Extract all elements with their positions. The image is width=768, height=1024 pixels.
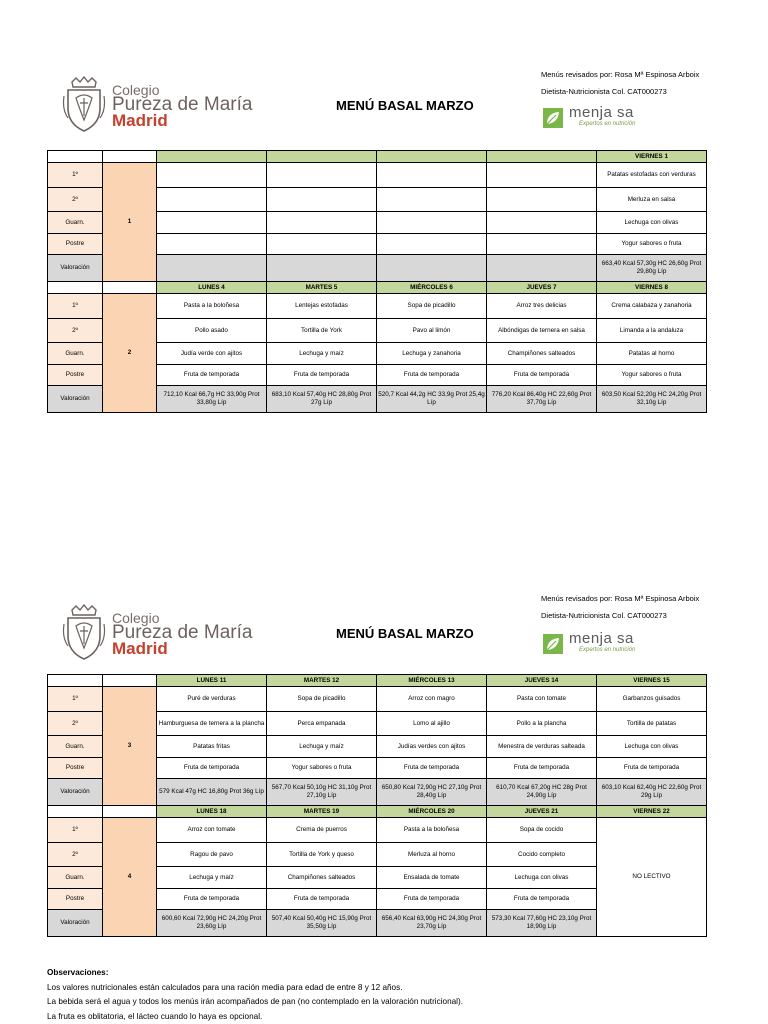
dish-cell: [267, 234, 377, 255]
valuation-cell: [377, 255, 487, 282]
valuation-label: Valoración: [48, 779, 103, 806]
school-name-line2: Pureza de María: [112, 94, 253, 115]
dish-cell: [157, 758, 267, 779]
valuation-cell: 663,40 Kcal 57,30g HC 26,60g Prot 29,80g Líp: [597, 255, 707, 282]
dish-cell: [157, 712, 267, 736]
dish-cell: [597, 294, 707, 319]
dish-cell: [157, 163, 267, 188]
day-header: LUNES 4: [157, 282, 267, 294]
dish-name: Pavo al limón: [412, 326, 451, 334]
dish-name: Judía verde con ajitos: [180, 349, 243, 357]
first-course-label: 1º: [48, 163, 103, 188]
dish-name: Tortilla de York: [301, 326, 342, 334]
valuation-cell: 579 Kcal 47g HC 16,80g Prot 36g Líp: [157, 779, 267, 806]
valuation-label: Valoración: [48, 386, 103, 413]
day-header: JUEVES 7: [487, 282, 597, 294]
dish-name: Lechuga y maíz: [299, 742, 344, 750]
corner-cell: [48, 806, 103, 818]
company-logo: [541, 106, 661, 132]
dish-cell: [377, 294, 487, 319]
dish-cell: [487, 188, 597, 212]
dish-name: Cocido completo: [518, 850, 565, 858]
valuation-cell: [267, 255, 377, 282]
dish-cell: [377, 365, 487, 386]
dish-name: Yogur sabores o fruta: [291, 764, 352, 771]
valuation-cell: 683,10 Kcal 57,40g HC 28,80g Prot 27g Líp: [267, 386, 377, 413]
dietitian-id: Dietista-Nutricionista Col. CAT000273: [541, 611, 667, 620]
company-name: menja sa: [569, 630, 634, 647]
dish-cell: [267, 687, 377, 712]
valuation-cell: 776,20 Kcal 86,40g HC 22,60g Prot 37,70g Líp: [487, 386, 597, 413]
week-number: 1: [103, 163, 157, 282]
dish-name: Tortilla de patatas: [626, 719, 677, 727]
dish-cell: [377, 867, 487, 889]
dish-name: Pasta con tomate: [516, 695, 566, 702]
dish-cell: [377, 319, 487, 343]
school-name-line3: Madrid: [112, 639, 168, 658]
garnish-label: Guarn.: [48, 343, 103, 365]
day-header: LUNES 11: [157, 675, 267, 687]
company-tagline: Expertos en nutrición: [579, 121, 636, 127]
valuation-cell: 656,40 Kcal 63,90g HC 24,30g Prot 23,70g Líp: [377, 910, 487, 937]
dish-cell: [487, 294, 597, 319]
dish-cell: [267, 365, 377, 386]
day-header: MARTES 19: [267, 806, 377, 818]
valuation-label: Valoración: [48, 255, 103, 282]
dish-name: Fruta de temporada: [293, 895, 350, 902]
dish-cell: [487, 758, 597, 779]
day-header: [267, 151, 377, 163]
dish-name: Fruta de temporada: [293, 371, 350, 378]
dish-cell: [597, 343, 707, 365]
dessert-label: Postre: [48, 365, 103, 386]
dish-name: Pasta a la boloñesa: [403, 826, 460, 833]
review-info: [541, 590, 699, 624]
dish-cell: [597, 712, 707, 736]
dish-name: Ragou de pavo: [190, 850, 233, 858]
dish-cell: [157, 319, 267, 343]
dish-name: Lechuga y zanahoria: [402, 349, 461, 357]
dessert-label: Postre: [48, 889, 103, 910]
day-header: LUNES 18: [157, 806, 267, 818]
company-tagline: Expertos en nutrición: [579, 647, 636, 653]
dish-name: Albóndigas de ternera en salsa: [498, 326, 585, 334]
dish-cell: [267, 319, 377, 343]
dessert-label: Postre: [48, 234, 103, 255]
dish-cell: [157, 343, 267, 365]
dish-cell: [487, 687, 597, 712]
dietitian-id: Dietista-Nutricionista Col. CAT000273: [541, 87, 667, 96]
dish-cell: [377, 736, 487, 758]
day-header: MIÉRCOLES 6: [377, 282, 487, 294]
valuation-cell: 600,60 Kcal 72,90g HC 24,20g Prot 23,60g Líp: [157, 910, 267, 937]
corner-cell: [48, 151, 103, 163]
crest-icon: [62, 604, 106, 660]
dish-name: Merluza en salsa: [627, 195, 676, 203]
dish-cell: [267, 758, 377, 779]
first-course-label: 1º: [48, 687, 103, 712]
day-header: VIERNES 1: [597, 151, 707, 163]
corner-cell: [103, 282, 157, 294]
dish-cell: [597, 758, 707, 779]
dish-name: Fruta de temporada: [403, 895, 460, 902]
valuation-cell: 573,30 Kcal 77,60g HC 23,10g Prot 18,90g Líp: [487, 910, 597, 937]
dish-cell: [157, 212, 267, 234]
dish-cell: [487, 365, 597, 386]
dish-cell: [487, 163, 597, 188]
dish-cell: [267, 889, 377, 910]
dish-cell: [487, 843, 597, 867]
corner-cell: [103, 675, 157, 687]
menu-table: [47, 150, 707, 413]
dessert-label: Postre: [48, 758, 103, 779]
dish-name: Puré de verduras: [187, 695, 236, 702]
dish-name: Patatas al horno: [628, 349, 675, 357]
dish-cell: [267, 712, 377, 736]
second-course-label: 2º: [48, 188, 103, 212]
dish-name: Limanda a la andaluza: [619, 326, 684, 334]
dish-cell: [377, 818, 487, 843]
dish-name: Pollo asado: [195, 326, 228, 334]
reviewed-by: Menús revisados por: Rosa Mª Espinosa Arboix: [541, 70, 700, 79]
day-header: JUEVES 21: [487, 806, 597, 818]
day-header: VIERNES 8: [597, 282, 707, 294]
day-header: MIÉRCOLES 13: [377, 675, 487, 687]
observation-line: La bebida será el agua y todos los menús irán acompañados de pan (no contemplado en la valoración nutricional).: [47, 997, 464, 1006]
dish-name: Champiñones salteados: [507, 349, 576, 357]
dish-name: Hamburguesa de ternera a la plancha: [158, 719, 265, 727]
dish-name: Tortilla de York y queso: [289, 850, 354, 858]
dish-cell: [597, 163, 707, 188]
dish-name: Fruta de temporada: [183, 371, 240, 378]
dish-cell: [157, 188, 267, 212]
dish-name: Lechuga con olivas: [624, 742, 679, 750]
dish-cell: [157, 234, 267, 255]
second-course-label: 2º: [48, 843, 103, 867]
no-school-label: NO LECTIVO: [632, 873, 671, 880]
dish-name: Fruta de temporada: [183, 895, 240, 902]
valuation-cell: 610,70 Kcal 67,20g HC 28g Prot 24,90g Líp: [487, 779, 597, 806]
dish-name: Patatas estofadas con verduras: [607, 171, 696, 178]
dish-cell: [377, 188, 487, 212]
dish-name: Lechuga con olivas: [624, 218, 679, 226]
dish-cell: [267, 188, 377, 212]
dish-cell: [487, 889, 597, 910]
dish-cell: [597, 736, 707, 758]
dish-name: Menestra de verduras salteada: [498, 742, 585, 750]
dish-name: Crema calabaza y zanahoria: [611, 302, 692, 309]
dish-cell: [377, 758, 487, 779]
dish-cell: [267, 294, 377, 319]
dish-cell: [377, 687, 487, 712]
dish-name: Lechuga y maíz: [299, 349, 344, 357]
dish-cell: [267, 212, 377, 234]
dish-cell: [157, 365, 267, 386]
leaf-icon: [543, 108, 563, 128]
dish-cell: [267, 343, 377, 365]
dish-cell: [487, 712, 597, 736]
dish-cell: [487, 343, 597, 365]
valuation-cell: 712,10 Kcal 66,7g HC 33,90g Prot 33,80g Líp: [157, 386, 267, 413]
garnish-label: Guarn.: [48, 212, 103, 234]
dish-name: Fruta de temporada: [513, 895, 570, 902]
first-course-label: 1º: [48, 818, 103, 843]
dish-cell: [487, 867, 597, 889]
school-name-line2: Pureza de María: [112, 622, 253, 643]
dish-cell: [267, 163, 377, 188]
second-course-label: 2º: [48, 319, 103, 343]
school-logo: [62, 76, 262, 146]
dish-name: Pasta a la boloñesa: [183, 302, 240, 309]
dish-name: Ensalada de tomate: [403, 873, 460, 881]
dish-cell: [377, 163, 487, 188]
observation-line: La fruta es oblitatoria, el lácteo cuando lo haya es opcional.: [47, 1011, 263, 1021]
dish-name: Lomo al ajillo: [413, 719, 450, 727]
day-header: [487, 151, 597, 163]
valuation-cell: [157, 255, 267, 282]
dish-cell: [597, 319, 707, 343]
garnish-label: Guarn.: [48, 736, 103, 758]
day-header: [377, 151, 487, 163]
dish-cell: [157, 818, 267, 843]
valuation-cell: 567,70 Kcal 50,10g HC 31,10g Prot 27,10g Líp: [267, 779, 377, 806]
day-header: MARTES 5: [267, 282, 377, 294]
dish-cell: [157, 687, 267, 712]
observations-title: Observaciones:: [47, 968, 109, 977]
day-header: MARTES 12: [267, 675, 377, 687]
dish-name: Lentejas estofadas: [295, 302, 348, 309]
dish-name: Fruta de temporada: [513, 764, 570, 771]
dish-cell: [267, 867, 377, 889]
company-logo: [541, 632, 661, 658]
dish-name: Fruta de temporada: [183, 764, 240, 771]
dish-name: Yogur sabores o fruta: [621, 240, 682, 247]
page-title: MENÚ BASAL MARZO: [336, 98, 474, 113]
dish-cell: [157, 889, 267, 910]
dish-name: Crema de puerros: [296, 826, 347, 833]
dish-cell: [157, 843, 267, 867]
dish-cell: [267, 843, 377, 867]
dish-cell: [487, 818, 597, 843]
valuation-cell: 603,50 Kcal 52,20g HC 24,20g Prot 32,10g Líp: [597, 386, 707, 413]
dish-name: Garbanzos guisados: [622, 695, 681, 702]
dish-name: Fruta de temporada: [403, 764, 460, 771]
dish-name: Pollo a la plancha: [516, 719, 567, 727]
corner-cell: [48, 675, 103, 687]
menu-table: [47, 674, 707, 937]
school-name-line1: Colegio: [112, 82, 160, 98]
dish-name: Sopa de picadillo: [297, 695, 346, 702]
dish-cell: [377, 212, 487, 234]
dish-name: Arroz con tomate: [187, 826, 236, 833]
school-name-line1: Colegio: [112, 610, 160, 626]
dish-name: Arroz tres delicias: [516, 302, 567, 309]
dish-name: Arroz con magro: [408, 695, 455, 702]
dish-cell: [597, 188, 707, 212]
dish-cell: [377, 889, 487, 910]
dish-name: Lechuga y maíz: [189, 873, 234, 881]
crest-icon: [62, 76, 106, 132]
school-name-line3: Madrid: [112, 111, 168, 130]
corner-cell: [103, 806, 157, 818]
observations: [47, 966, 463, 1024]
dish-cell: [377, 843, 487, 867]
dish-cell: [487, 212, 597, 234]
dish-cell: [377, 234, 487, 255]
school-logo: [62, 604, 262, 674]
dish-name: Judías verdes con ajitos: [397, 742, 466, 750]
day-header: JUEVES 14: [487, 675, 597, 687]
dish-cell: [157, 736, 267, 758]
day-header: [157, 151, 267, 163]
dish-cell: [157, 294, 267, 319]
valuation-cell: [487, 255, 597, 282]
dish-cell: [487, 736, 597, 758]
dish-name: Merluza al horno: [408, 850, 455, 858]
dish-name: Yogur sabores o fruta: [621, 371, 682, 378]
day-header: VIERNES 15: [597, 675, 707, 687]
dish-name: Perca empanada: [297, 719, 346, 727]
week-number: 2: [103, 294, 157, 413]
corner-cell: [48, 282, 103, 294]
day-header: MIÉRCOLES 20: [377, 806, 487, 818]
corner-cell: [103, 151, 157, 163]
dish-name: Champiñones salteados: [287, 873, 356, 881]
dish-cell: [267, 736, 377, 758]
reviewed-by: Menús revisados por: Rosa Mª Espinosa Arboix: [541, 594, 700, 603]
dish-cell: [487, 234, 597, 255]
valuation-label: Valoración: [48, 910, 103, 937]
dish-cell: [487, 319, 597, 343]
review-info: [541, 66, 699, 100]
page-title: MENÚ BASAL MARZO: [336, 626, 474, 641]
valuation-cell: 650,80 Kcal 72,90g HC 27,10g Prot 28,40g Líp: [377, 779, 487, 806]
week-number: 3: [103, 687, 157, 806]
week-number: 4: [103, 818, 157, 937]
second-course-label: 2º: [48, 712, 103, 736]
dish-name: Fruta de temporada: [403, 371, 460, 378]
dish-cell: [597, 687, 707, 712]
dish-name: Sopa de picadillo: [407, 302, 456, 309]
valuation-cell: 603,10 Kcal 62,40g HC 22,60g Prot 29g Líp: [597, 779, 707, 806]
dish-cell: [267, 818, 377, 843]
dish-cell: [597, 234, 707, 255]
day-header: VIERNES 22: [597, 806, 707, 818]
valuation-cell: 507,40 Kcal 50,40g HC 15,90g Prot 35,50g Líp: [267, 910, 377, 937]
leaf-icon: [543, 634, 563, 654]
dish-name: Sopa de cocido: [519, 826, 564, 833]
company-name: menja sa: [569, 104, 634, 121]
dish-cell: [157, 867, 267, 889]
dish-name: Fruta de temporada: [513, 371, 570, 378]
dish-cell: [377, 343, 487, 365]
dish-name: Lechuga con olivas: [514, 873, 569, 881]
dish-cell: [597, 365, 707, 386]
dish-name: Fruta de temporada: [623, 764, 680, 771]
first-course-label: 1º: [48, 294, 103, 319]
dish-cell: [377, 712, 487, 736]
garnish-label: Guarn.: [48, 867, 103, 889]
no-school-cell: [597, 818, 707, 937]
observation-line: Los valores nutricionales están calculados para una ración media para edad de entre 8 y 12 años.: [47, 982, 403, 992]
valuation-cell: 520,7 Kcal 44,2g HC 33,9g Prot 25,4g Líp: [377, 386, 487, 413]
dish-name: Patatas fritas: [193, 742, 230, 750]
dish-cell: [597, 212, 707, 234]
